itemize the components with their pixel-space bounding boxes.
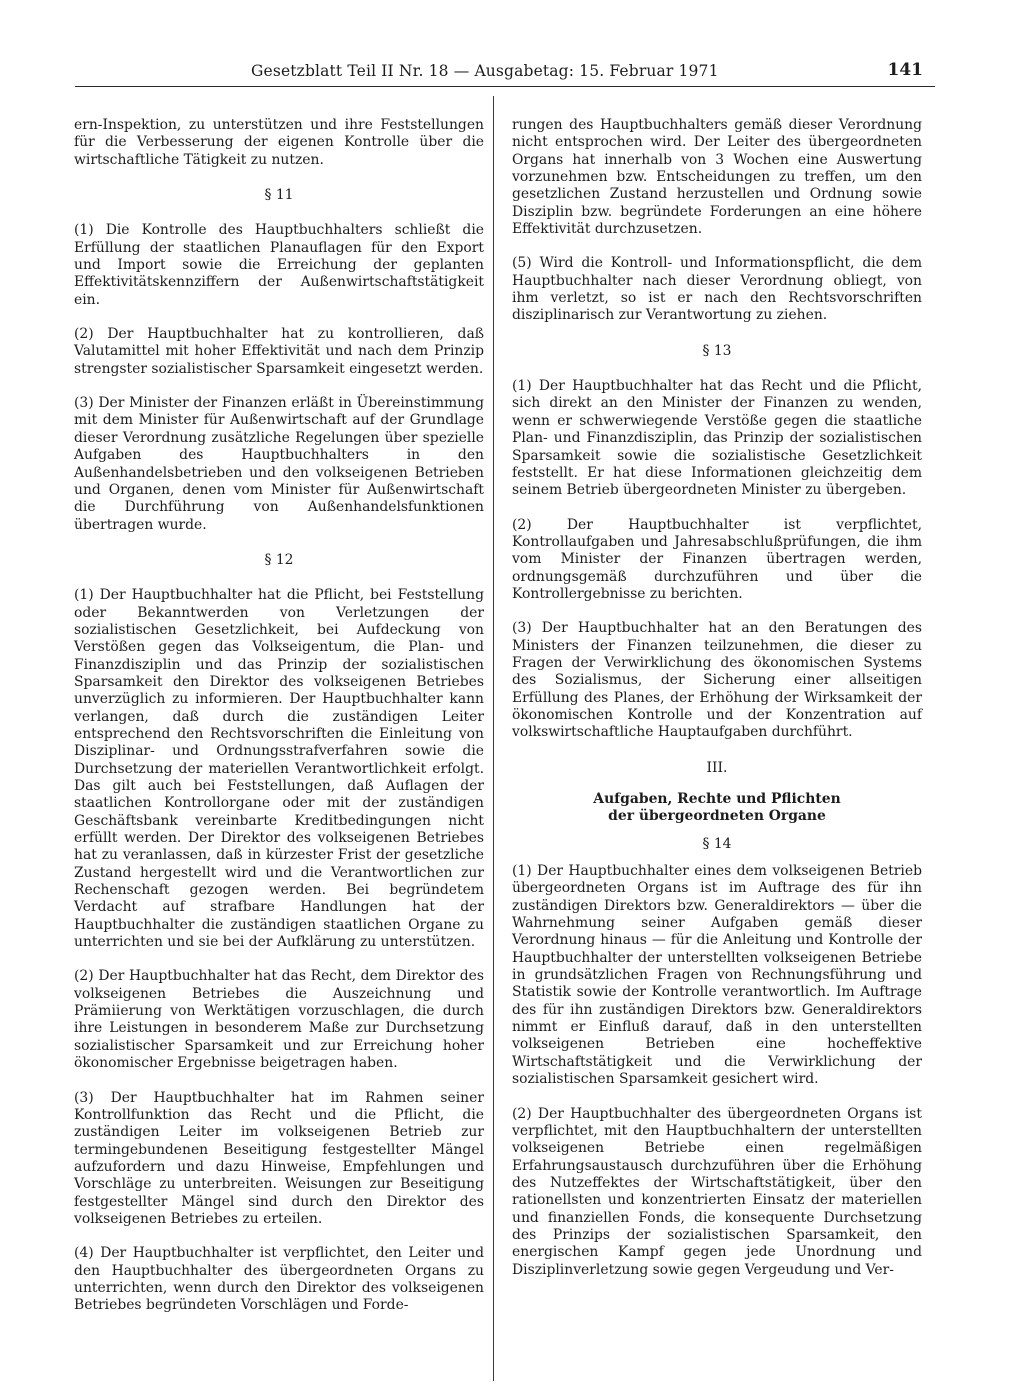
continued-paragraph: ern-Inspektion, zu unterstützen und ihre Feststellungen für die Verbesserung der eigenen Kontrolle über die wirtschaftliche Tätigkeit zu nutzen. — [74, 117, 484, 168]
paragraph-12-3: (3) Der Hauptbuchhalter hat im Rahmen seiner Kontrollfunktion das Recht und die Pflicht, die zuständigen Leiter im volkseigenen Betrieb zur termingebundenen Beseitigung festgestellter Mängel aufzufordern und dazu Hinweise, Empfehlungen und Vorschläge zu unterbreiten. Weisungen zur Beseitigung festgestellter Mängel sind durch den Direktor des volkseigenen Betriebes zu erteilen. — [74, 1089, 484, 1227]
page-number: 141 — [887, 60, 923, 80]
chapter-heading-line-2: der übergeordneten Organe — [608, 808, 826, 825]
paragraph-13-1: (1) Der Hauptbuchhalter hat das Recht und die Pflicht, sich direkt an den Minister der Finanzen zu wenden, wenn er schwerwiegende Verstöße gegen die staatliche Plan- und Finanzdisziplin, das Prinzip der sozialistischen Sparsamkeit sowie die sozialistische Gesetzlichkeit feststellt. Er hat diese Informationen gleichzeitig dem seinem Betrieb übergeordneten Minister zu übergeben. — [512, 378, 922, 499]
paragraph-14-1: (1) Der Hauptbuchhalter eines dem volkseigenen Betrieb übergeordneten Organs ist im Auftrage des für ihn zuständigen Direktors bzw. Generaldirektors — über die Wahrnehmung seiner Aufgaben gemäß dieser Verordnung hinaus — für die Anleitung und Kontrolle der Hauptbuchhalter der unterstellten volkseigenen Betriebe in grundsätzlichen Fragen von Rechnungsführung und Statistik sowie der Kontrolle verantwortlich. Im Auftrage des für ihn zuständigen Direktors bzw. Generaldirektors nimmt er Einfluß darauf, daß in den unterstellten volkseigenen Betrieben eine hocheffektive Wirtschaftstätigkeit und die Verwirklichung der sozialistischen Sparsamkeit gesichert wird. — [512, 863, 922, 1088]
paragraph-12-5: (5) Wird die Kontroll- und Informationspflicht, die dem Hauptbuchhalter nach dieser Verordnung obliegt, von ihm verletzt, so ist er nach den Rechtsvorschriften disziplinarisch zur Verantwortung zu ziehen. — [512, 255, 922, 324]
section-heading-12: § 12 — [264, 551, 294, 568]
paragraph-11-1: (1) Die Kontrolle des Hauptbuchhalters schließt die Erfüllung der staatlichen Planauflagen für den Export und Import sowie die Erreichung der geplanten Effektivitätskennziffern der Außenwirtschaftstätigkeit ein. — [74, 222, 484, 308]
paragraph-13-2: (2) Der Hauptbuchhalter ist verpflichtet, Kontrollaufgaben und Jahresabschlußprüfungen, die ihm vom Minister der Finanzen übertragen werden, ordnungsgemäß durchzuführen und über die Kontrollergebnisse zu berichten. — [512, 516, 922, 602]
page-header — [75, 62, 935, 87]
continued-paragraph-12-4: rungen des Hauptbuchhalters gemäß dieser Verordnung nicht entsprochen wird. Der Leiter des übergeordneten Organs hat innerhalb von 3 Wochen eine Auswertung vorzunehmen bzw. Entscheidungen zu treffen, um den gesetzlichen Zustand herzustellen und Ordnung sowie Disziplin bzw. begründete Forderungen an eine höhere Effektivität durchzusetzen. — [512, 117, 922, 238]
section-heading-11: § 11 — [264, 187, 294, 204]
column-divider — [493, 96, 494, 1381]
paragraph-11-2: (2) Der Hauptbuchhalter hat zu kontrollieren, daß Valutamittel mit hoher Effektivität und nach dem Prinzip strengster sozialistischer Sparsamkeit eingesetzt werden. — [74, 326, 484, 377]
chapter-number: III. — [706, 759, 728, 776]
paragraph-12-1: (1) Der Hauptbuchhalter hat die Pflicht, bei Feststellung oder Bekanntwerden von Verletzungen der sozialistischen Gesetzlichkeit, bei Aufdeckung von Verstößen gegen das Volkseigentum, die Plan- und Finanzdisziplin und das Prinzip der sozialistischen Sparsamkeit den Direktor des volkseigenen Betriebes unverzüglich zu informieren. Der Hauptbuchhalter kann verlangen, daß durch die zuständigen Leiter entsprechend den Rechtsvorschriften die Einleitung von Disziplinar- und Ordnungsstrafverfahren sowie die Durchsetzung der materiellen Verantwortlichkeit erfolgt. Das gilt auch bei Feststellungen, daß Auflagen der staatlichen Kontrollorgane oder mit der zuständigen Geschäftsbank vereinbarte Kreditbedingungen nicht erfüllt werden. Der Direktor des volkseigenen Betriebes hat zu veranlassen, daß in kürzester Frist der gesetzliche Zustand hergestellt wird und die Verantwortlichen zur Rechenschaft gezogen werden. Bei begründetem Verdacht auf strafbare Handlungen hat der Hauptbuchhalter die zuständigen staatlichen Organe zu unterrichten und sie bei der Aufklärung zu unterstützen. — [74, 587, 484, 951]
gazette-header-title: Gesetzblatt Teil II Nr. 18 — Ausgabetag: 15. Februar 1971 — [251, 62, 719, 80]
paragraph-13-3: (3) Der Hauptbuchhalter hat an den Beratungen des Ministers der Finanzen teilzunehmen, die dieser zu Fragen der Verwirklichung des ökonomischen Systems des Sozialismus, der Sicherung einer allseitigen Erfüllung des Planes, der Erhöhung der Wirksamkeit der ökonomischen Kontrolle und der Konzentration auf volkswirtschaftliche Hauptaufgaben durchführt. — [512, 620, 922, 741]
paragraph-11-3: (3) Der Minister der Finanzen erläßt in Übereinstimmung mit dem Minister für Außenwirtschaft auf der Grundlage dieser Verordnung zusätzliche Regelungen über spezielle Aufgaben des Hauptbuchhalters in den Außenhandelsbetrieben und den volkseigenen Betrieben und Organen, denen vom Minister für Außenwirtschaft die Durchführung von Außenhandelsfunktionen übertragen wurde. — [74, 395, 484, 533]
left-column — [74, 117, 484, 1315]
section-heading-14: § 14 — [702, 835, 732, 852]
right-column — [512, 117, 922, 1279]
chapter-heading-line-1: Aufgaben, Rechte und Pflichten — [593, 791, 841, 807]
paragraph-12-4: (4) Der Hauptbuchhalter ist verpflichtet, den Leiter und den Hauptbuchhalter des übergeordneten Organs zu unterrichten, wenn durch den Direktor des volkseigenen Betriebes begründeten Vorschlägen und Forde- — [74, 1245, 484, 1314]
paragraph-12-2: (2) Der Hauptbuchhalter hat das Recht, dem Direktor des volkseigenen Betriebes die Auszeichnung und Prämiierung von Werktätigen vorzuschlagen, die durch ihre Leistungen in besonderem Maße zur Durchsetzung sozialistischer Sparsamkeit und zur Erreichung hoher ökonomischer Ergebnisse beigetragen haben. — [74, 968, 484, 1072]
section-heading-13: § 13 — [702, 342, 732, 359]
paragraph-14-2: (2) Der Hauptbuchhalter des übergeordneten Organs ist verpflichtet, mit den Hauptbuchhaltern der unterstellten volkseigenen Betriebe einen regelmäßigen Erfahrungsaustausch durchzuführen über die Erhöhung des Nutzeffektes der Wirtschaftstätigkeit, über den rationellsten und konzentrierten Einsatz der materiellen und finanziellen Fonds, die konsequente Durchsetzung des Prinzips der sozialistischen Sparsamkeit, den energischen Kampf gegen jede Unordnung und Disziplinverletzung sowie gegen Vergeudung und Ver- — [512, 1105, 922, 1278]
chapter-heading — [512, 791, 922, 826]
